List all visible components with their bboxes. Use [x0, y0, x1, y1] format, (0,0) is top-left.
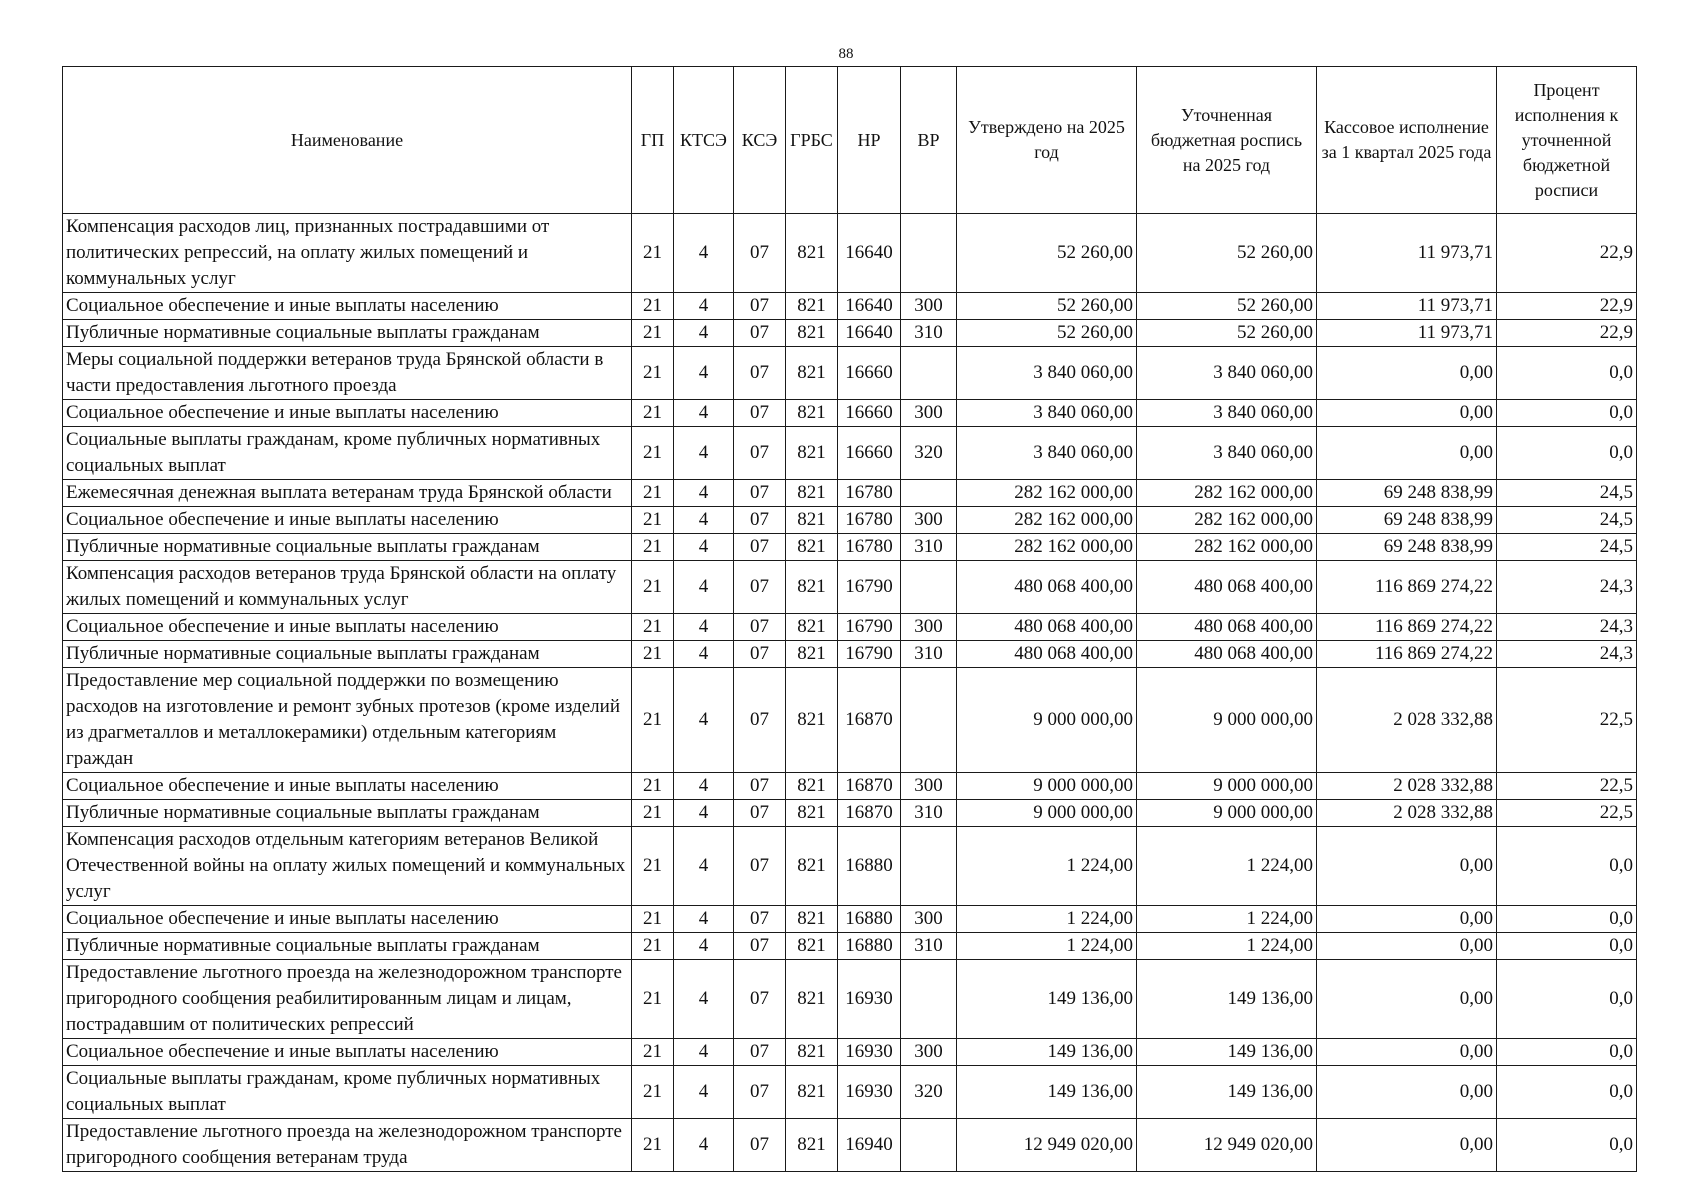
cell-gp: 21 [632, 906, 674, 933]
cell-revised: 9 000 000,00 [1137, 668, 1317, 773]
cell-name: Компенсация расходов ветеранов труда Брянской области на оплату жилых помещений и коммунальных услуг [63, 561, 632, 614]
cell-name: Социальные выплаты гражданам, кроме публичных нормативных социальных выплат [63, 427, 632, 480]
cell-ktse: 4 [674, 561, 734, 614]
cell-name: Социальное обеспечение и иные выплаты населению [63, 906, 632, 933]
cell-vr: 310 [901, 933, 957, 960]
header-ktse: КТСЭ [674, 67, 734, 214]
cell-percent: 22,9 [1497, 214, 1637, 293]
cell-grbs: 821 [786, 534, 838, 561]
table-row [63, 668, 1637, 773]
table-row [63, 214, 1637, 293]
cell-revised: 282 162 000,00 [1137, 534, 1317, 561]
cell-revised: 149 136,00 [1137, 1066, 1317, 1119]
cell-np: 16640 [838, 320, 901, 347]
cell-revised: 480 068 400,00 [1137, 641, 1317, 668]
cell-ktse: 4 [674, 960, 734, 1039]
cell-np: 16660 [838, 400, 901, 427]
cell-gp: 21 [632, 534, 674, 561]
cell-gp: 21 [632, 320, 674, 347]
cell-cash: 2 028 332,88 [1317, 773, 1497, 800]
cell-grbs: 821 [786, 561, 838, 614]
cell-name: Ежемесячная денежная выплата ветеранам труда Брянской области [63, 480, 632, 507]
cell-cash: 116 869 274,22 [1317, 614, 1497, 641]
table-row [63, 561, 1637, 614]
table-row [63, 534, 1637, 561]
cell-approved: 282 162 000,00 [957, 480, 1137, 507]
table-row [63, 1066, 1637, 1119]
cell-approved: 1 224,00 [957, 906, 1137, 933]
cell-gp: 21 [632, 800, 674, 827]
cell-grbs: 821 [786, 1039, 838, 1066]
cell-revised: 3 840 060,00 [1137, 400, 1317, 427]
cell-revised: 1 224,00 [1137, 827, 1317, 906]
cell-cash: 0,00 [1317, 427, 1497, 480]
cell-kse: 07 [734, 1039, 786, 1066]
cell-vr [901, 347, 957, 400]
cell-gp: 21 [632, 347, 674, 400]
table-row [63, 507, 1637, 534]
table-row [63, 480, 1637, 507]
cell-kse: 07 [734, 960, 786, 1039]
cell-gp: 21 [632, 427, 674, 480]
table-row [63, 347, 1637, 400]
cell-cash: 0,00 [1317, 400, 1497, 427]
cell-np: 16880 [838, 906, 901, 933]
cell-vr [901, 561, 957, 614]
cell-vr: 300 [901, 614, 957, 641]
header-name: Наименование [63, 67, 632, 214]
cell-np: 16640 [838, 214, 901, 293]
cell-revised: 3 840 060,00 [1137, 347, 1317, 400]
cell-name: Предоставление льготного проезда на железнодорожном транспорте пригородного сообщения ветеранам труда [63, 1119, 632, 1172]
cell-kse: 07 [734, 773, 786, 800]
cell-vr: 300 [901, 773, 957, 800]
cell-name: Социальные выплаты гражданам, кроме публичных нормативных социальных выплат [63, 1066, 632, 1119]
cell-kse: 07 [734, 668, 786, 773]
cell-approved: 282 162 000,00 [957, 507, 1137, 534]
header-kse: КСЭ [734, 67, 786, 214]
header-gp: ГП [632, 67, 674, 214]
cell-grbs: 821 [786, 641, 838, 668]
cell-cash: 11 973,71 [1317, 214, 1497, 293]
cell-name: Публичные нормативные социальные выплаты гражданам [63, 534, 632, 561]
cell-gp: 21 [632, 400, 674, 427]
cell-grbs: 821 [786, 320, 838, 347]
cell-cash: 116 869 274,22 [1317, 641, 1497, 668]
cell-revised: 282 162 000,00 [1137, 480, 1317, 507]
cell-grbs: 821 [786, 347, 838, 400]
cell-kse: 07 [734, 561, 786, 614]
cell-revised: 9 000 000,00 [1137, 773, 1317, 800]
cell-revised: 149 136,00 [1137, 1039, 1317, 1066]
cell-grbs: 821 [786, 800, 838, 827]
cell-np: 16880 [838, 827, 901, 906]
cell-vr: 300 [901, 906, 957, 933]
cell-kse: 07 [734, 1119, 786, 1172]
cell-np: 16780 [838, 507, 901, 534]
cell-grbs: 821 [786, 427, 838, 480]
cell-gp: 21 [632, 641, 674, 668]
cell-vr: 310 [901, 534, 957, 561]
cell-np: 16930 [838, 1039, 901, 1066]
cell-name: Предоставление мер социальной поддержки по возмещению расходов на изготовление и ремонт зубных протезов (кроме изделий из драгметаллов и металлокерамики) отдельным категориям граждан [63, 668, 632, 773]
cell-kse: 07 [734, 347, 786, 400]
header-row [63, 67, 1637, 214]
cell-approved: 3 840 060,00 [957, 347, 1137, 400]
cell-approved: 1 224,00 [957, 827, 1137, 906]
cell-percent: 24,3 [1497, 561, 1637, 614]
cell-name: Публичные нормативные социальные выплаты гражданам [63, 320, 632, 347]
cell-grbs: 821 [786, 293, 838, 320]
cell-approved: 52 260,00 [957, 320, 1137, 347]
cell-approved: 149 136,00 [957, 1039, 1137, 1066]
cell-cash: 0,00 [1317, 960, 1497, 1039]
cell-grbs: 821 [786, 400, 838, 427]
cell-percent: 24,3 [1497, 614, 1637, 641]
cell-ktse: 4 [674, 214, 734, 293]
table-row [63, 1039, 1637, 1066]
cell-cash: 11 973,71 [1317, 320, 1497, 347]
cell-gp: 21 [632, 668, 674, 773]
cell-approved: 3 840 060,00 [957, 400, 1137, 427]
cell-grbs: 821 [786, 773, 838, 800]
cell-ktse: 4 [674, 480, 734, 507]
cell-cash: 69 248 838,99 [1317, 507, 1497, 534]
cell-vr: 300 [901, 507, 957, 534]
cell-vr: 300 [901, 1039, 957, 1066]
cell-approved: 3 840 060,00 [957, 427, 1137, 480]
cell-approved: 282 162 000,00 [957, 534, 1137, 561]
cell-vr [901, 827, 957, 906]
table-row [63, 827, 1637, 906]
header-np: НР [838, 67, 901, 214]
cell-kse: 07 [734, 507, 786, 534]
table-row [63, 427, 1637, 480]
header-grbs: ГРБС [786, 67, 838, 214]
cell-np: 16940 [838, 1119, 901, 1172]
cell-np: 16660 [838, 347, 901, 400]
budget-table [62, 66, 1637, 1172]
header-percent: Процент исполнения к уточненной бюджетной росписи [1497, 67, 1637, 214]
cell-ktse: 4 [674, 1039, 734, 1066]
cell-vr [901, 1119, 957, 1172]
cell-kse: 07 [734, 800, 786, 827]
cell-percent: 0,0 [1497, 347, 1637, 400]
cell-np: 16870 [838, 800, 901, 827]
cell-grbs: 821 [786, 1119, 838, 1172]
cell-gp: 21 [632, 214, 674, 293]
cell-np: 16790 [838, 614, 901, 641]
cell-grbs: 821 [786, 507, 838, 534]
cell-name: Компенсация расходов лиц, признанных пострадавшими от политических репрессий, на оплату жилых помещений и коммунальных услуг [63, 214, 632, 293]
cell-name: Социальное обеспечение и иные выплаты населению [63, 400, 632, 427]
table-row [63, 614, 1637, 641]
cell-ktse: 4 [674, 427, 734, 480]
cell-approved: 149 136,00 [957, 1066, 1137, 1119]
cell-revised: 149 136,00 [1137, 960, 1317, 1039]
table-row [63, 960, 1637, 1039]
cell-kse: 07 [734, 827, 786, 906]
cell-vr: 310 [901, 641, 957, 668]
cell-kse: 07 [734, 933, 786, 960]
cell-percent: 0,0 [1497, 1066, 1637, 1119]
cell-revised: 52 260,00 [1137, 214, 1317, 293]
cell-kse: 07 [734, 906, 786, 933]
cell-gp: 21 [632, 933, 674, 960]
cell-name: Компенсация расходов отдельным категориям ветеранов Великой Отечественной войны на оплату жилых помещений и коммунальных услуг [63, 827, 632, 906]
table-row [63, 293, 1637, 320]
cell-approved: 12 949 020,00 [957, 1119, 1137, 1172]
table-row [63, 641, 1637, 668]
cell-np: 16780 [838, 534, 901, 561]
cell-gp: 21 [632, 1066, 674, 1119]
cell-cash: 69 248 838,99 [1317, 480, 1497, 507]
cell-gp: 21 [632, 960, 674, 1039]
table-row [63, 906, 1637, 933]
cell-ktse: 4 [674, 534, 734, 561]
cell-cash: 69 248 838,99 [1317, 534, 1497, 561]
cell-ktse: 4 [674, 1066, 734, 1119]
cell-approved: 480 068 400,00 [957, 561, 1137, 614]
header-revised: Уточненная бюджетная роспись на 2025 год [1137, 67, 1317, 214]
cell-cash: 0,00 [1317, 347, 1497, 400]
cell-vr [901, 214, 957, 293]
cell-gp: 21 [632, 561, 674, 614]
cell-vr: 310 [901, 800, 957, 827]
cell-vr: 300 [901, 400, 957, 427]
table-row [63, 773, 1637, 800]
cell-kse: 07 [734, 400, 786, 427]
cell-percent: 24,5 [1497, 507, 1637, 534]
cell-kse: 07 [734, 614, 786, 641]
cell-np: 16640 [838, 293, 901, 320]
cell-gp: 21 [632, 480, 674, 507]
cell-name: Социальное обеспечение и иные выплаты населению [63, 293, 632, 320]
cell-grbs: 821 [786, 668, 838, 773]
header-approved: Утверждено на 2025 год [957, 67, 1137, 214]
table-header [63, 67, 1637, 214]
cell-approved: 52 260,00 [957, 214, 1137, 293]
cell-gp: 21 [632, 1039, 674, 1066]
cell-ktse: 4 [674, 347, 734, 400]
cell-percent: 22,5 [1497, 773, 1637, 800]
cell-np: 16790 [838, 561, 901, 614]
cell-percent: 24,5 [1497, 534, 1637, 561]
cell-gp: 21 [632, 827, 674, 906]
table-row [63, 320, 1637, 347]
cell-approved: 480 068 400,00 [957, 614, 1137, 641]
cell-ktse: 4 [674, 614, 734, 641]
cell-cash: 11 973,71 [1317, 293, 1497, 320]
cell-grbs: 821 [786, 480, 838, 507]
cell-ktse: 4 [674, 1119, 734, 1172]
cell-kse: 07 [734, 214, 786, 293]
cell-ktse: 4 [674, 800, 734, 827]
cell-percent: 22,9 [1497, 320, 1637, 347]
cell-vr: 320 [901, 427, 957, 480]
cell-np: 16930 [838, 960, 901, 1039]
cell-percent: 24,5 [1497, 480, 1637, 507]
cell-revised: 52 260,00 [1137, 293, 1317, 320]
cell-name: Социальное обеспечение и иные выплаты населению [63, 614, 632, 641]
cell-approved: 9 000 000,00 [957, 773, 1137, 800]
cell-vr: 320 [901, 1066, 957, 1119]
table-body [63, 214, 1637, 1172]
cell-kse: 07 [734, 427, 786, 480]
cell-ktse: 4 [674, 293, 734, 320]
cell-name: Публичные нормативные социальные выплаты гражданам [63, 800, 632, 827]
cell-kse: 07 [734, 293, 786, 320]
cell-percent: 24,3 [1497, 641, 1637, 668]
cell-revised: 3 840 060,00 [1137, 427, 1317, 480]
cell-gp: 21 [632, 293, 674, 320]
cell-gp: 21 [632, 507, 674, 534]
cell-vr [901, 668, 957, 773]
cell-percent: 0,0 [1497, 400, 1637, 427]
cell-revised: 12 949 020,00 [1137, 1119, 1317, 1172]
cell-percent: 0,0 [1497, 827, 1637, 906]
cell-percent: 0,0 [1497, 1039, 1637, 1066]
cell-percent: 22,5 [1497, 668, 1637, 773]
cell-approved: 52 260,00 [957, 293, 1137, 320]
cell-kse: 07 [734, 480, 786, 507]
table-row [63, 800, 1637, 827]
cell-revised: 1 224,00 [1137, 906, 1317, 933]
cell-approved: 149 136,00 [957, 960, 1137, 1039]
cell-grbs: 821 [786, 827, 838, 906]
cell-ktse: 4 [674, 933, 734, 960]
cell-np: 16880 [838, 933, 901, 960]
cell-kse: 07 [734, 641, 786, 668]
cell-revised: 480 068 400,00 [1137, 561, 1317, 614]
cell-name: Предоставление льготного проезда на железнодорожном транспорте пригородного сообщения реабилитированным лицам и лицам, пострадавшим от политических репрессий [63, 960, 632, 1039]
cell-grbs: 821 [786, 214, 838, 293]
cell-revised: 52 260,00 [1137, 320, 1317, 347]
cell-percent: 0,0 [1497, 906, 1637, 933]
cell-np: 16870 [838, 668, 901, 773]
cell-name: Социальное обеспечение и иные выплаты населению [63, 773, 632, 800]
cell-grbs: 821 [786, 960, 838, 1039]
cell-grbs: 821 [786, 906, 838, 933]
cell-ktse: 4 [674, 668, 734, 773]
cell-name: Публичные нормативные социальные выплаты гражданам [63, 933, 632, 960]
cell-percent: 0,0 [1497, 933, 1637, 960]
cell-name: Социальное обеспечение и иные выплаты населению [63, 507, 632, 534]
cell-kse: 07 [734, 1066, 786, 1119]
cell-name: Социальное обеспечение и иные выплаты населению [63, 1039, 632, 1066]
cell-np: 16870 [838, 773, 901, 800]
cell-cash: 0,00 [1317, 933, 1497, 960]
cell-revised: 9 000 000,00 [1137, 800, 1317, 827]
cell-cash: 116 869 274,22 [1317, 561, 1497, 614]
cell-percent: 0,0 [1497, 960, 1637, 1039]
header-cash: Кассовое исполнение за 1 квартал 2025 года [1317, 67, 1497, 214]
cell-ktse: 4 [674, 507, 734, 534]
cell-cash: 0,00 [1317, 906, 1497, 933]
table-row [63, 933, 1637, 960]
cell-vr [901, 960, 957, 1039]
cell-percent: 0,0 [1497, 427, 1637, 480]
cell-kse: 07 [734, 320, 786, 347]
cell-approved: 9 000 000,00 [957, 668, 1137, 773]
cell-gp: 21 [632, 614, 674, 641]
cell-np: 16930 [838, 1066, 901, 1119]
cell-revised: 282 162 000,00 [1137, 507, 1317, 534]
cell-revised: 1 224,00 [1137, 933, 1317, 960]
cell-revised: 480 068 400,00 [1137, 614, 1317, 641]
cell-kse: 07 [734, 534, 786, 561]
cell-np: 16660 [838, 427, 901, 480]
cell-vr: 300 [901, 293, 957, 320]
cell-ktse: 4 [674, 827, 734, 906]
cell-ktse: 4 [674, 906, 734, 933]
cell-approved: 1 224,00 [957, 933, 1137, 960]
cell-grbs: 821 [786, 1066, 838, 1119]
cell-approved: 9 000 000,00 [957, 800, 1137, 827]
cell-cash: 0,00 [1317, 827, 1497, 906]
cell-cash: 0,00 [1317, 1119, 1497, 1172]
cell-np: 16780 [838, 480, 901, 507]
cell-approved: 480 068 400,00 [957, 641, 1137, 668]
cell-vr [901, 480, 957, 507]
cell-percent: 0,0 [1497, 1119, 1637, 1172]
cell-grbs: 821 [786, 933, 838, 960]
cell-cash: 2 028 332,88 [1317, 800, 1497, 827]
page-number: 88 [838, 46, 854, 62]
cell-grbs: 821 [786, 614, 838, 641]
cell-np: 16790 [838, 641, 901, 668]
table-row [63, 400, 1637, 427]
cell-percent: 22,5 [1497, 800, 1637, 827]
cell-percent: 22,9 [1497, 293, 1637, 320]
cell-name: Меры социальной поддержки ветеранов труда Брянской области в части предоставления льготного проезда [63, 347, 632, 400]
cell-ktse: 4 [674, 773, 734, 800]
cell-ktse: 4 [674, 641, 734, 668]
cell-name: Публичные нормативные социальные выплаты гражданам [63, 641, 632, 668]
table-row [63, 1119, 1637, 1172]
cell-gp: 21 [632, 1119, 674, 1172]
cell-cash: 2 028 332,88 [1317, 668, 1497, 773]
cell-cash: 0,00 [1317, 1066, 1497, 1119]
cell-ktse: 4 [674, 400, 734, 427]
cell-ktse: 4 [674, 320, 734, 347]
cell-vr: 310 [901, 320, 957, 347]
cell-cash: 0,00 [1317, 1039, 1497, 1066]
header-vr: ВР [901, 67, 957, 214]
cell-gp: 21 [632, 773, 674, 800]
